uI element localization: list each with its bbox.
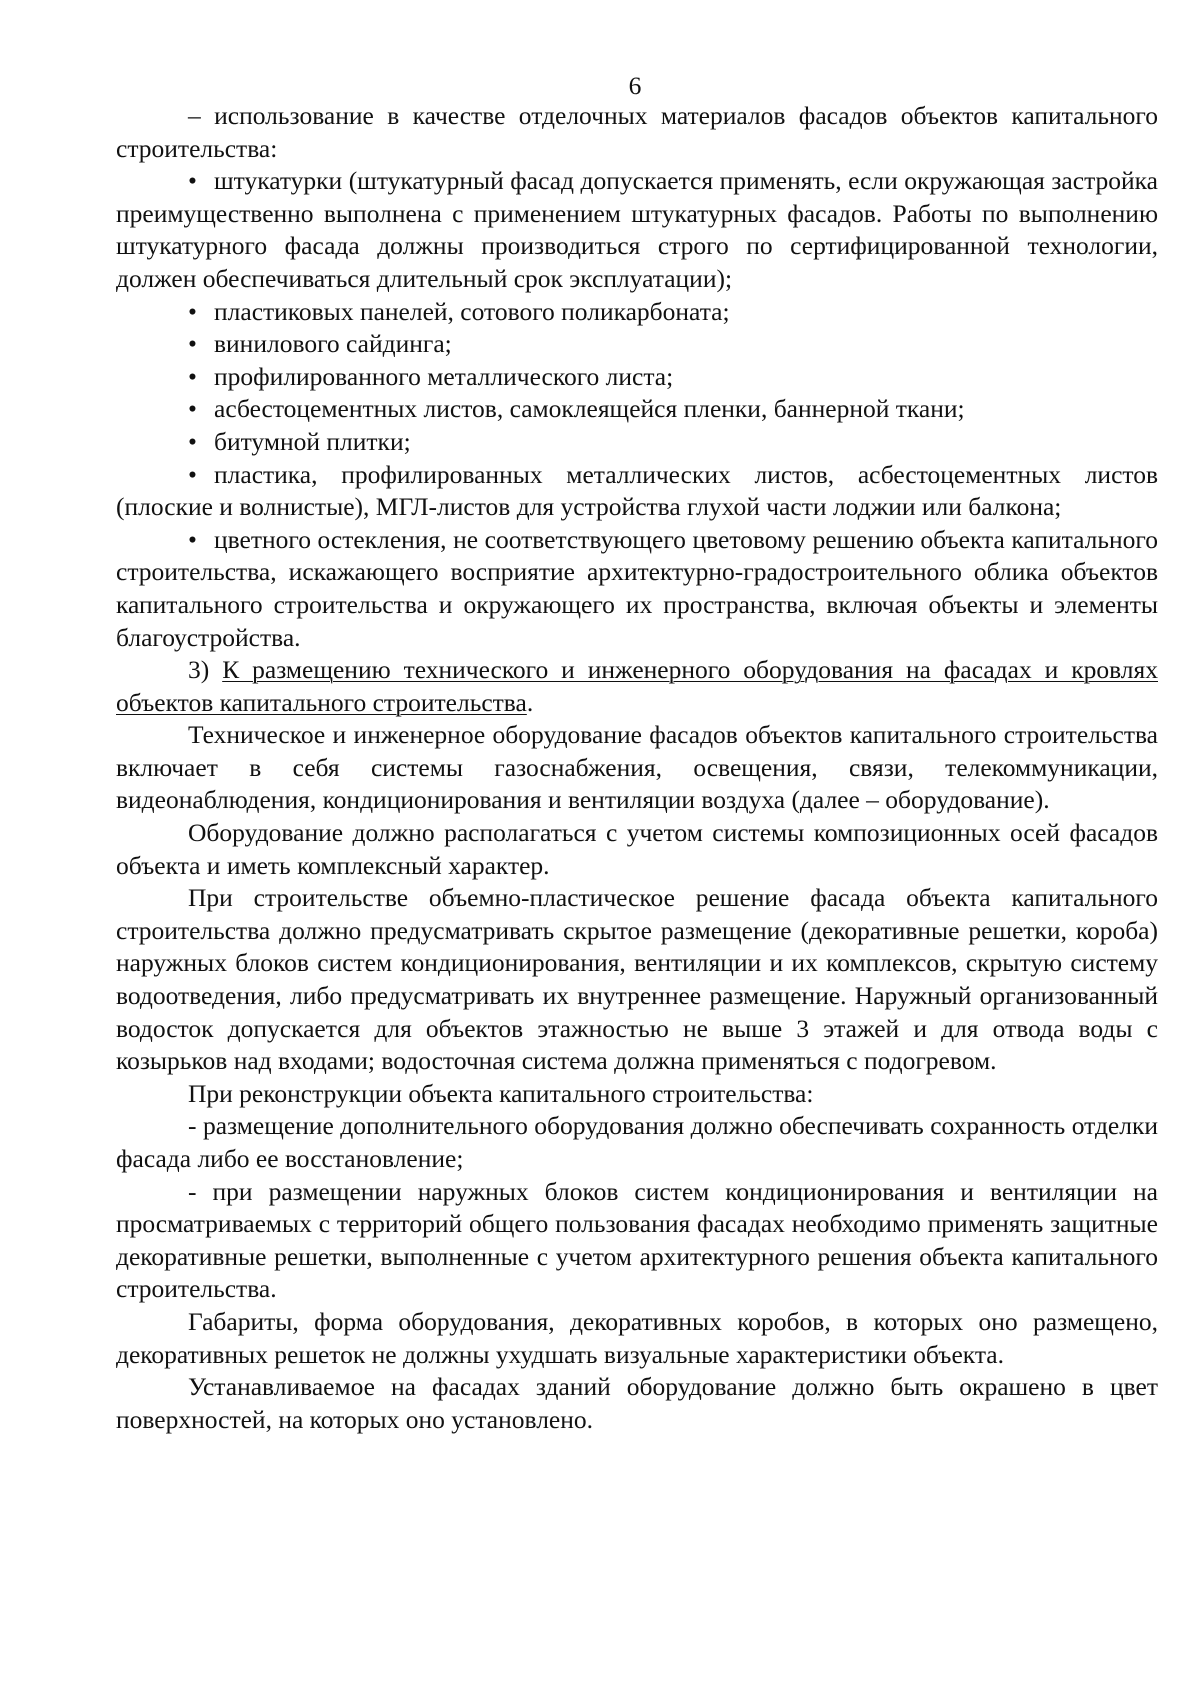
list-item-text: профилированного металлического листа; bbox=[214, 361, 674, 391]
paragraph-reconstruction-grilles: - при размещении наружных блоков систем кондиционирования и вентиляции на просматриваемых с территорий общего пользования фасадах необходимо применять защитные декоративные решетки, выполненные с учетом архитектурного решения объекта капитального строительства. bbox=[116, 1176, 1158, 1304]
section-number: 3) bbox=[188, 655, 210, 685]
bullet-icon: • bbox=[188, 329, 197, 359]
bullet-icon: • bbox=[188, 166, 197, 196]
bullet-icon: • bbox=[188, 524, 197, 554]
paragraph-construction-requirements: При строительстве объемно-пластическое решение фасада объекта капитального строительства должно предусматривать скрытое размещение (декоративные решетки, короба) наружных блоков систем кондиционирования, вентиляции и их комплексов, скрытую систему водоотведения, либо предусматривать их внутреннее размещение. Наружный организованный водосток допускается для объектов этажностью не выше 3 этажей и для отвода воды с козырьков над входами; водосточная система должна применяться с подогревом. bbox=[116, 883, 1158, 1076]
paragraph-finishing-materials-intro: – использование в качестве отделочных материалов фасадов объектов капитального строительства: bbox=[116, 101, 1158, 163]
list-item-plaster bbox=[116, 165, 1158, 295]
list-item-text: пластика, профилированных металлических листов, асбестоцементных листов (плоские и волнистые), МГЛ-листов для устройства глухой части лоджии или балкона; bbox=[116, 459, 1158, 522]
list-item-text: цветного остекления, не соответствующего цветовому решению объекта капитального строительства, искажающего восприятие архитектурно-градостроительного облика объектов капитального строительства и окружающего их пространства, включая объекты и элементы благоустройства. bbox=[116, 524, 1158, 652]
list-item-vinyl-siding bbox=[116, 328, 1158, 361]
page-number: 6 bbox=[628, 71, 642, 100]
bullet-icon: • bbox=[188, 394, 197, 424]
list-item-plastic-panels bbox=[116, 296, 1158, 329]
list-item-asbestos-sheets bbox=[116, 393, 1158, 426]
paragraph-equipment-color: Устанавливаемое на фасадах зданий оборудование должно быть окрашено в цвет поверхностей, на которых оно установлено. bbox=[116, 1372, 1158, 1434]
section-heading-equipment bbox=[116, 654, 1158, 719]
document-body bbox=[116, 100, 1158, 1436]
bullet-icon: • bbox=[188, 361, 197, 391]
paragraph-equipment-placement: Оборудование должно располагаться с учетом системы композиционных осей фасадов объекта и иметь комплексный характер. bbox=[116, 818, 1158, 880]
section-heading-period: . bbox=[526, 687, 534, 717]
list-item-loggia-materials bbox=[116, 459, 1158, 524]
paragraph-reconstruction-finish: - размещение дополнительного оборудования должно обеспечивать сохранность отделки фасада либо ее восстановление; bbox=[116, 1111, 1158, 1173]
list-item-text: штукатурки (штукатурный фасад допускается применять, если окружающая застройка преимущественно выполнена с применением штукатурных фасадов. Работы по выполнению штукатурного фасада должны производиться строго по сертифицированной технологии, должен обеспечиваться длительный срок эксплуатации); bbox=[116, 166, 1158, 293]
list-item-profiled-sheet bbox=[116, 361, 1158, 394]
bullet-icon: • bbox=[188, 459, 197, 489]
list-item-text: битумной плитки; bbox=[214, 426, 411, 456]
list-item-bitumen-tile bbox=[116, 426, 1158, 459]
paragraph-equipment-definition: Техническое и инженерное оборудование фасадов объектов капитального строительства включает в себя системы газоснабжения, освещения, связи, телекоммуникации, видеонаблюдения, кондиционирования и вентиляции воздуха (далее – оборудование). bbox=[116, 720, 1158, 815]
list-item-colored-glazing bbox=[116, 524, 1158, 654]
list-item-text: винилового сайдинга; bbox=[214, 329, 452, 359]
bullet-icon: • bbox=[188, 426, 197, 456]
section-heading-text: К размещению технического и инженерного оборудования на фасадах и кровлях объектов капитального строительства bbox=[116, 655, 1158, 717]
paragraph-reconstruction-intro: При реконструкции объекта капитального строительства: bbox=[188, 1078, 814, 1108]
list-item-text: асбестоцементных листов, самоклеящейся пленки, баннерной ткани; bbox=[214, 394, 965, 424]
list-item-text: пластиковых панелей, сотового поликарбоната; bbox=[214, 296, 730, 326]
bullet-icon: • bbox=[188, 296, 197, 326]
paragraph-equipment-dimensions: Габариты, форма оборудования, декоративных коробов, в которых оно размещено, декоративных решеток не должны ухудшать визуальные характеристики объекта. bbox=[116, 1306, 1158, 1369]
